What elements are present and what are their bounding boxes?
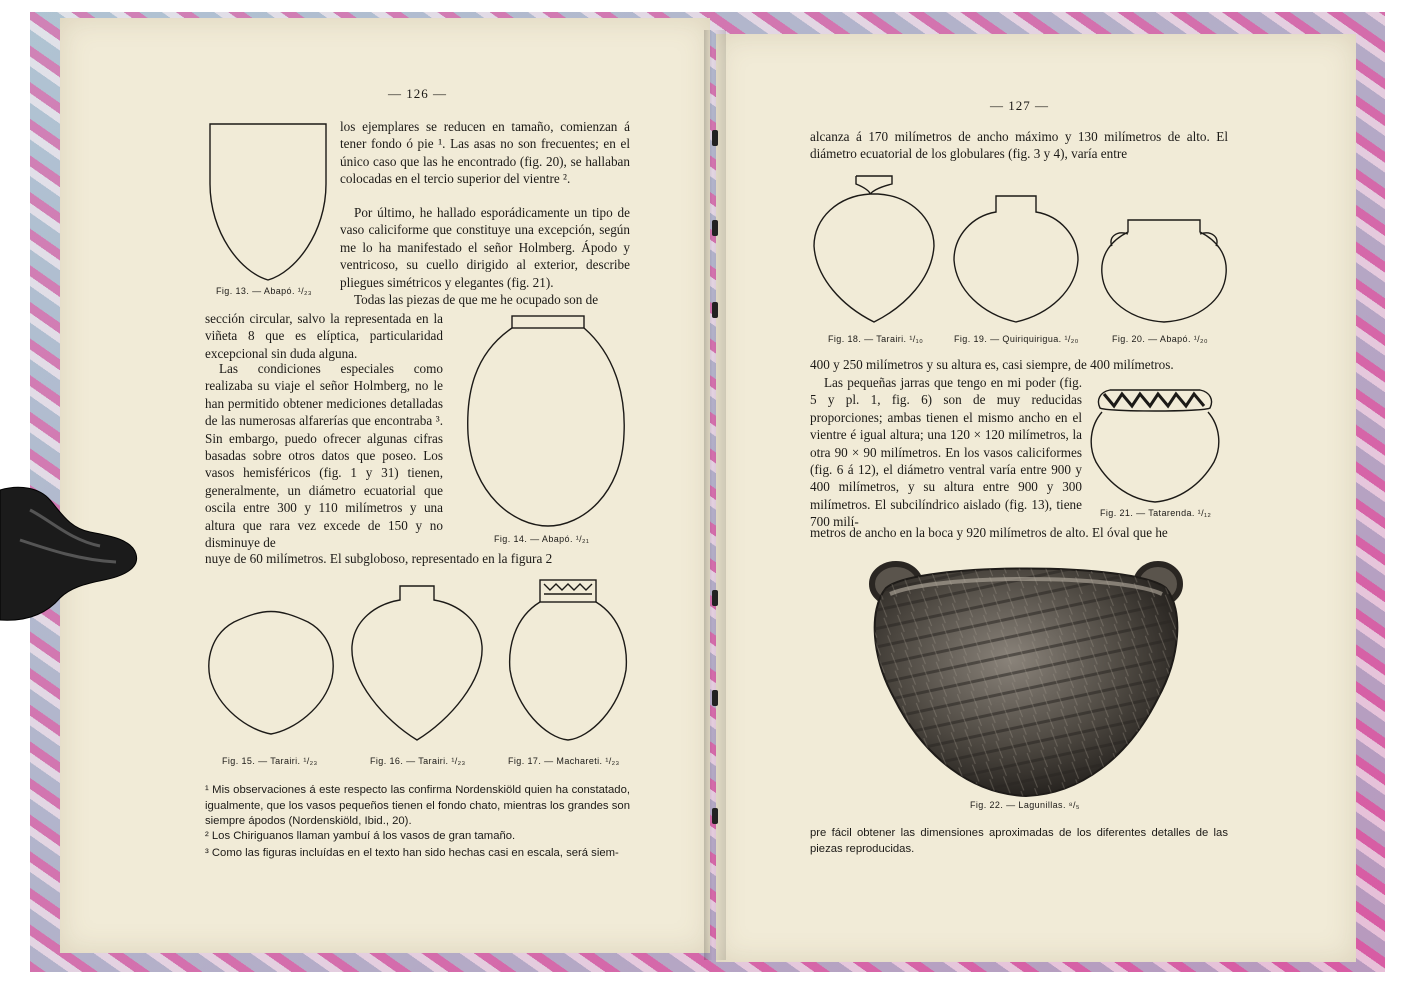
- fig22-vessel-photograph: [866, 548, 1188, 798]
- binding-stitch: [712, 302, 718, 318]
- binding-stitch: [712, 130, 718, 146]
- fig21-vessel-drawing: [1086, 386, 1224, 506]
- fig13-vessel-drawing: [206, 122, 330, 286]
- fig16-vessel-drawing: [348, 584, 486, 744]
- fig15-vessel-drawing: [204, 608, 338, 738]
- paragraph-intro: los ejemplares se reducen en tamaño, comienzan á tener fondo ó pie ¹. Las asas no son frecuentes; en el único caso que las he encontrado (fig. 20), se hallaban colocadas en el tercio superior del vientre ².: [340, 119, 630, 187]
- binding-stitch: [712, 590, 718, 606]
- fig17-vessel-drawing: [506, 578, 630, 744]
- paragraph-pequenas-jarras: Las pequeñas jarras que tengo en mi poder (fig. 5 y pl. 1, fig. 6) son de muy reducidas proporciones; ambas tienen el mismo ancho en el vientre é igual altura; una 120 × 120 milímetros, la otra 90 × 90 milímetros. En los vasos caliciformes (fig. 6 á 12), el diámetro ventral varía entre 900 y 400 milímetros, y su altura entre 900 y 300 milímetros. El subcilíndrico aislado (fig. 13), tiene 700 milí-: [810, 375, 1082, 530]
- footnote-3: ³ Como las figuras incluídas en el texto han sido hechas casi en escala, será siem-: [205, 847, 619, 859]
- fig14-vessel-drawing: [464, 314, 628, 530]
- paragraph-vaso-caliciforme: Por último, he hallado esporádicamente un tipo de vaso caliciforme que constituye una excepción, según me lo ha manifestado el señor Holmberg. Ápodo y ventricoso, su cuello dirigido al exterior, describe pliegues simétricos y elegantes (fig. 21).: [340, 205, 630, 290]
- footnote-1: ¹ Mis observaciones á este respecto las confirma Nordenskiöld quien ha constatado, igualmente, que los vasos pequeños tienen el fondo chato, mientras los grandes son siempre ápodos (Nordenskiöld, Ibid., 20).: [205, 784, 630, 828]
- footnote-continuation: pre fácil obtener las dimensiones aproximadas de los diferentes detalles de las piezas reproducidas.: [810, 827, 1228, 855]
- paragraph-condiciones: Las condiciones especiales como realizaba su viaje el señor Holmberg, no le han permitido obtener mediciones detalladas de las numerosas alfarerías que encontraba ³. Sin embargo, puedo ofrecer algunas cifras basadas sobre otros datos que poseo. Los vasos hemisféricos (fig. 1 y 31) tienen, generalmente, un diámetro ecuatorial que oscila entre 300 y 110 milímetros y una altura que rara vez excede de 150 y no disminuye de: [205, 361, 443, 551]
- page-number: — 126 —: [388, 86, 447, 101]
- fig19-caption: Fig. 19. — Quiriquirigua. ¹/₂₀: [954, 334, 1079, 344]
- fig20-caption: Fig. 20. — Abapó. ¹/₂₀: [1112, 334, 1209, 344]
- binding-stitch: [712, 808, 718, 824]
- paragraph-400-250: 400 y 250 milímetros y su altura es, casi siempre, de 400 milímetros.: [810, 357, 1174, 372]
- fig16-caption: Fig. 16. — Tarairi. ¹/₂₃: [370, 756, 466, 766]
- fig19-vessel-drawing: [950, 194, 1082, 326]
- paragraph-piezas-start: Todas las piezas de que me he ocupado son de: [354, 292, 599, 307]
- page-holder-clip-icon: [0, 480, 140, 625]
- right-page: [716, 34, 1356, 962]
- fig18-caption: Fig. 18. — Tarairi. ¹/₁₀: [828, 334, 924, 344]
- fig13-caption: Fig. 13. — Abapó. ¹/₂₃: [216, 286, 313, 296]
- fig22-caption: Fig. 22. — Lagunillas. ⁸/₅: [970, 800, 1080, 810]
- paragraph-metros-ancho: metros de ancho en la boca y 920 milímetros de alto. El óval que he: [810, 525, 1168, 540]
- fig18-vessel-drawing: [810, 174, 938, 326]
- left-page: [60, 18, 710, 953]
- fig15-caption: Fig. 15. — Tarairi. ¹/₂₃: [222, 756, 318, 766]
- paragraph-seccion-circular: sección circular, salvo la representada en la viñeta 8 que es elíptica, particularidad excepcional sin duda alguna.: [205, 311, 443, 361]
- fig20-vessel-drawing: [1098, 214, 1230, 326]
- page-number: — 127 —: [990, 98, 1049, 113]
- fig21-caption: Fig. 21. — Tatarenda. ¹/₁₂: [1100, 508, 1212, 518]
- fig17-caption: Fig. 17. — Machareti. ¹/₂₃: [508, 756, 620, 766]
- binding-stitch: [712, 220, 718, 236]
- paragraph-subgloboso: nuye de 60 milímetros. El subgloboso, representado en la figura 2: [205, 551, 553, 566]
- binding-stitch: [712, 690, 718, 706]
- footnote-2: ² Los Chiriguanos llaman yambuí á los vasos de gran tamaño.: [205, 830, 516, 842]
- fig14-caption: Fig. 14. — Abapó. ¹/₂₁: [494, 534, 590, 544]
- paragraph-alcanza: alcanza á 170 milímetros de ancho máximo y 130 milímetros de alto. El diámetro ecuatorial de los globulares (fig. 3 y 4), varía entre: [810, 129, 1228, 162]
